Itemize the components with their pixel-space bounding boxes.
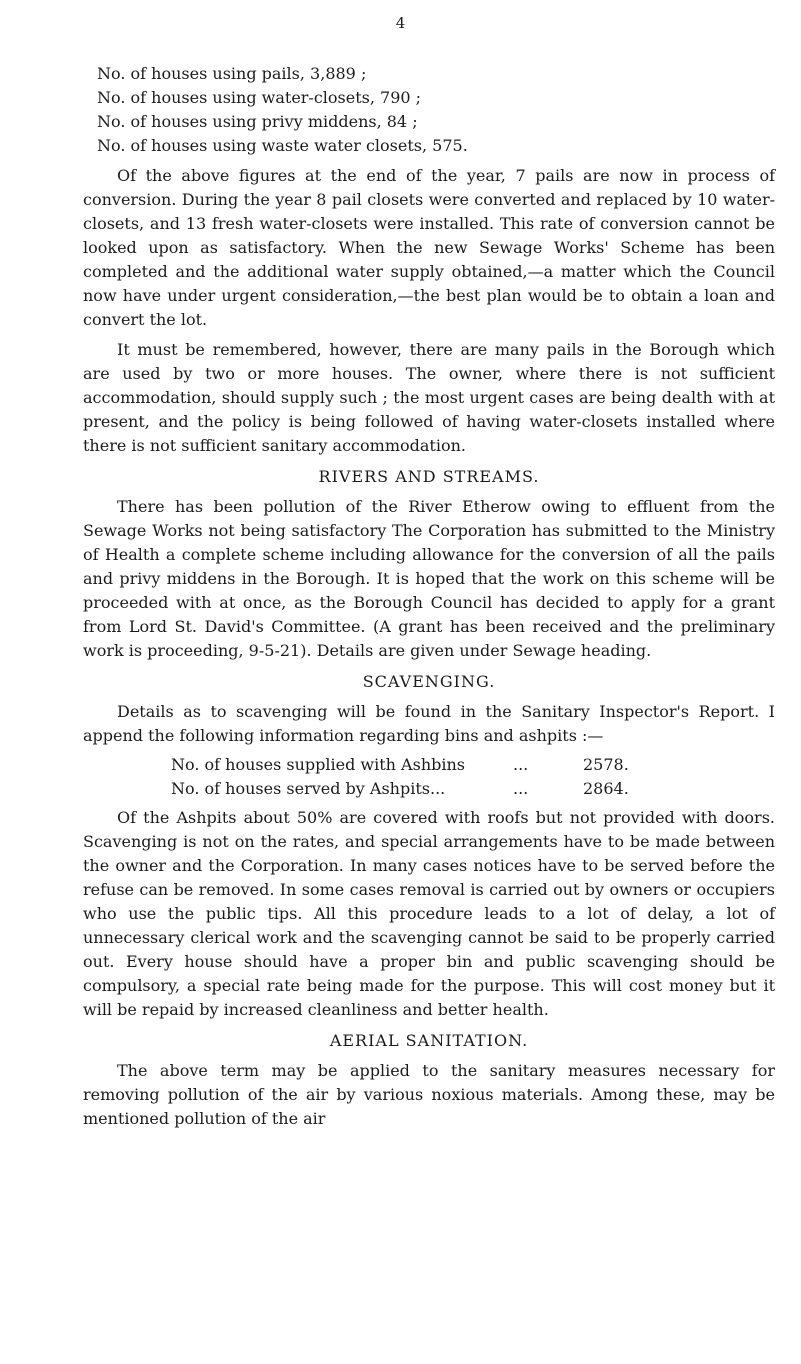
scavenging-intro: Details as to scavenging will be found in the Sanitary Inspector's Report. I append the following information regarding bins and ashpits :—	[83, 702, 775, 745]
stat-water-closets: No. of houses using water-closets, 790 ;	[97, 88, 422, 107]
ashbins-value: 2578.	[583, 755, 629, 774]
page-number: 4	[395, 14, 406, 32]
ashpits-dots: ...	[513, 779, 529, 798]
page-content	[83, 62, 775, 1131]
stat-privy-middens: No. of houses using privy middens, 84 ;	[97, 112, 418, 131]
ashpits-row	[83, 777, 775, 801]
shared-pails-paragraph: It must be remembered, however, there are many pails in the Borough which are used by two or more houses. The owner, where there is not sufficient accommodation, should supply such ; the most urgent cases are being dealth with at present, and the policy is being followed of having water-closets installed where there is not sufficient sanitary accommodation.	[83, 340, 775, 455]
ashbins-dots: ...	[513, 755, 529, 774]
rivers-heading: RIVERS AND STREAMS.	[318, 467, 540, 486]
ashpits-value: 2864.	[583, 779, 629, 798]
aerial-sanitation-paragraph: The above term may be applied to the sanitary measures necessary for removing pollution of the air by various noxious materials. Among these, may be mentioned pollution of the air	[83, 1061, 775, 1128]
ash-statistics	[83, 753, 775, 801]
scavenging-heading: SCAVENGING.	[362, 672, 496, 691]
stat-pails: No. of houses using pails, 3,889 ;	[97, 64, 367, 83]
conversion-paragraph: Of the above figures at the end of the year, 7 pails are now in process of conversion. During the year 8 pail closets were converted and replaced by 10 water-closets, and 13 fresh water-closets were installed. This rate of conversion cannot be looked upon as satisfactory. When the new Sewage Works' Scheme has been completed and the additional water supply obtained,—a matter which the Council now have under urgent consideration,—the best plan would be to obtain a loan and convert the lot.	[83, 166, 775, 329]
ashbins-row	[83, 753, 775, 777]
stat-waste-water-closets: No. of houses using waste water closets, 575.	[97, 136, 468, 155]
scavenging-paragraph: Of the Ashpits about 50% are covered with roofs but not provided with doors. Scavenging is not on the rates, and special arrangements have to be made between the owner and the Corporation. In many cases notices have to be served before the refuse can be removed. In some cases removal is carried out by owners or occupiers who use the public tips. All this procedure leads to a lot of delay, a lot of unnecessary clerical work and the scavenging cannot be said to be properly carried out. Every house should have a proper bin and public scavenging should be compulsory, a special rate being made for the purpose. This will cost money but it will be repaid by increased cleanliness and better health.	[83, 808, 775, 1019]
rivers-paragraph: There has been pollution of the River Etherow owing to effluent from the Sewage Works not being satisfactory The Corporation has submitted to the Ministry of Health a complete scheme including allowance for the conversion of all the pails and privy middens in the Borough. It is hoped that the work on this scheme will be proceeded with at once, as the Borough Council has decided to apply for a grant from Lord St. David's Committee. (A grant has been received and the preliminary work is proceeding, 9-5-21). Details are given under Sewage heading.	[83, 497, 775, 660]
ashbins-label: No. of houses supplied with Ashbins	[171, 755, 465, 774]
house-statistics-list	[97, 62, 775, 158]
ashpits-label: No. of houses served by Ashpits...	[171, 779, 446, 798]
aerial-sanitation-heading: AERIAL SANITATION.	[329, 1031, 529, 1050]
